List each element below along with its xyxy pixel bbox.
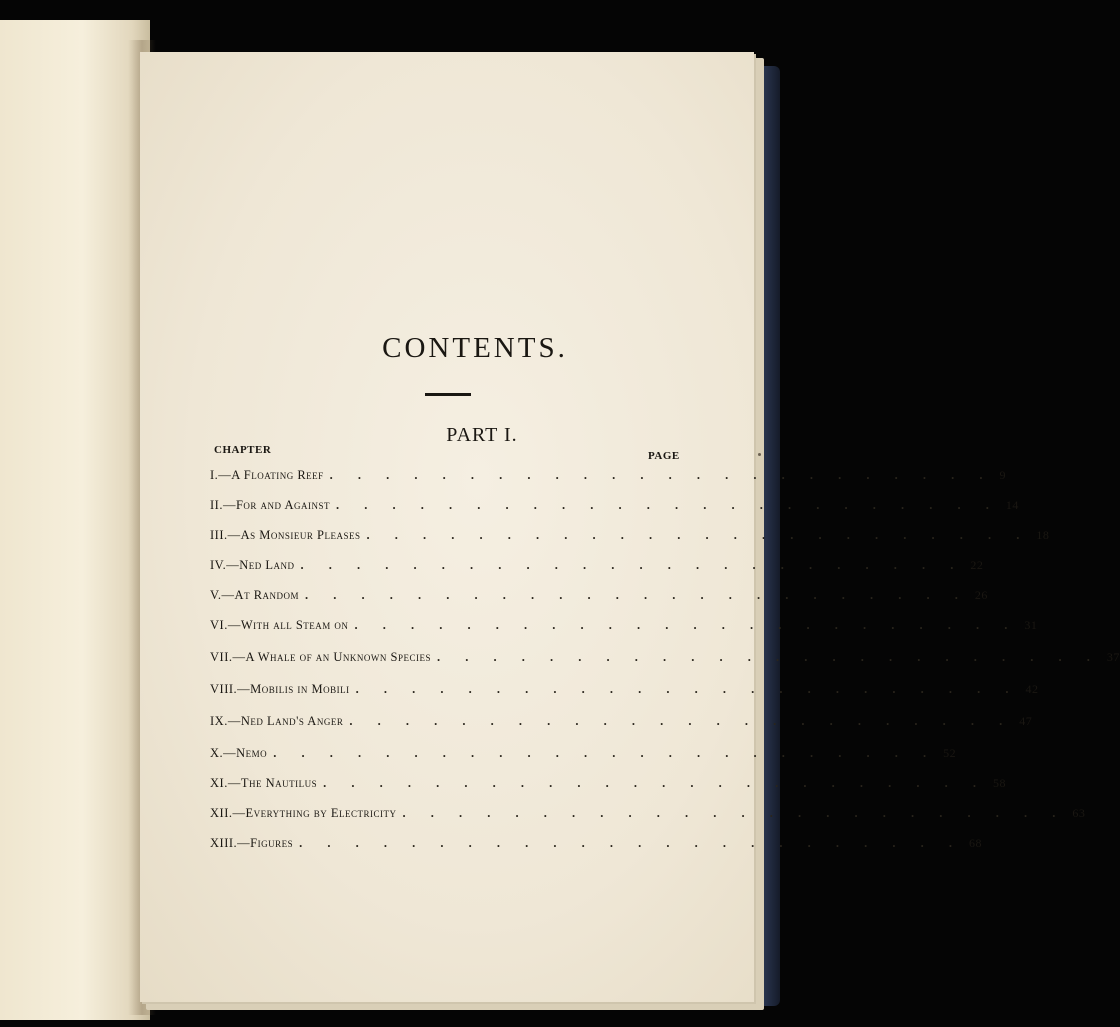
toc-entry-title: IV.—Ned Land [210, 558, 295, 572]
toc-entry [210, 776, 1006, 796]
toc-entry [210, 558, 984, 578]
toc-entry-page: 37 [1106, 650, 1120, 664]
leader-dots: . . . . . . . . . . . . . . . . . . . . . . . . [355, 682, 1020, 696]
paper-blemish [758, 453, 761, 456]
contents-page [140, 52, 1120, 1002]
toc-entry-title: VII.—A Whale of an Unknown Species [210, 650, 431, 664]
toc-entry-page: 58 [992, 776, 1006, 790]
toc-entry-title: V.—At Random [210, 588, 300, 602]
toc-entry [210, 498, 1019, 518]
toc-entry-page: 47 [1019, 714, 1033, 728]
toc-entry-title: II.—For and Against [210, 498, 330, 512]
toc-entry-page: 52 [943, 746, 957, 760]
leader-dots: . . . . . . . . . . . . . . . . . . . . . . . . [329, 468, 994, 482]
leader-dots: . . . . . . . . . . . . . . . . . . . . . . . . [299, 836, 963, 850]
toc-entry [210, 650, 1120, 670]
leader-dots: . . . . . . . . . . . . . . . . . . . . . . . . [354, 618, 1019, 632]
toc-entry-title: XII.—Everything by Electricity [210, 806, 397, 820]
toc-entry [210, 588, 988, 608]
toc-entry-page: 68 [968, 836, 982, 850]
toc-entry [210, 714, 1033, 734]
toc-entry-title: I.—A Floating Reef [210, 468, 324, 482]
toc-entry-page: 63 [1072, 806, 1086, 820]
toc-entry-title: VIII.—Mobilis in Mobili [210, 682, 350, 696]
toc-entry [210, 806, 1086, 826]
toc-entry-page: 14 [1005, 498, 1019, 512]
leader-dots: . . . . . . . . . . . . . . . . . . . . . . . . [323, 776, 987, 790]
title-rule [425, 393, 471, 396]
leader-dots: . . . . . . . . . . . . . . . . . . . . . . . . [336, 498, 1000, 512]
leader-dots: . . . . . . . . . . . . . . . . . . . . . . . . [366, 528, 1031, 542]
chapter-column-label: CHAPTER [214, 444, 272, 456]
toc-entry-title: XIII.—Figures [210, 836, 294, 850]
toc-entry-title: X.—Nemo [210, 746, 268, 760]
toc-entry [210, 746, 957, 766]
page-title: CONTENTS. [382, 332, 568, 364]
toc-entry-page: 22 [970, 558, 984, 572]
toc-entry-page: 31 [1024, 618, 1038, 632]
toc-entry [210, 468, 1007, 488]
toc-entry-title: III.—As Monsieur Pleases [210, 528, 361, 542]
toc-entry [210, 618, 1038, 638]
leader-dots: . . . . . . . . . . . . . . . . . . . . . . . . [305, 588, 969, 602]
toc-entry [210, 836, 982, 856]
toc-entry [210, 682, 1039, 702]
toc-entry-page: 18 [1036, 528, 1050, 542]
part-heading: PART I. [446, 424, 518, 446]
leader-dots: . . . . . . . . . . . . . . . . . . . . . . . . [402, 806, 1067, 820]
toc-entry-page: 42 [1025, 682, 1039, 696]
toc-entry-title: IX.—Ned Land's Anger [210, 714, 344, 728]
leader-dots: . . . . . . . . . . . . . . . . . . . . . . . . [349, 714, 1014, 728]
page-column-label: PAGE [648, 450, 680, 462]
leader-dots: . . . . . . . . . . . . . . . . . . . . . . . . [300, 558, 965, 572]
leader-dots: . . . . . . . . . . . . . . . . . . . . . . . . [273, 746, 938, 760]
toc-entry-title: VI.—With all Steam on [210, 618, 349, 632]
toc-entry-page: 26 [974, 588, 988, 602]
toc-entry [210, 528, 1050, 548]
toc-entry-title: XI.—The Nautilus [210, 776, 318, 790]
toc-entry-page: 9 [999, 468, 1007, 482]
leader-dots: . . . . . . . . . . . . . . . . . . . . . . . . [437, 650, 1101, 664]
